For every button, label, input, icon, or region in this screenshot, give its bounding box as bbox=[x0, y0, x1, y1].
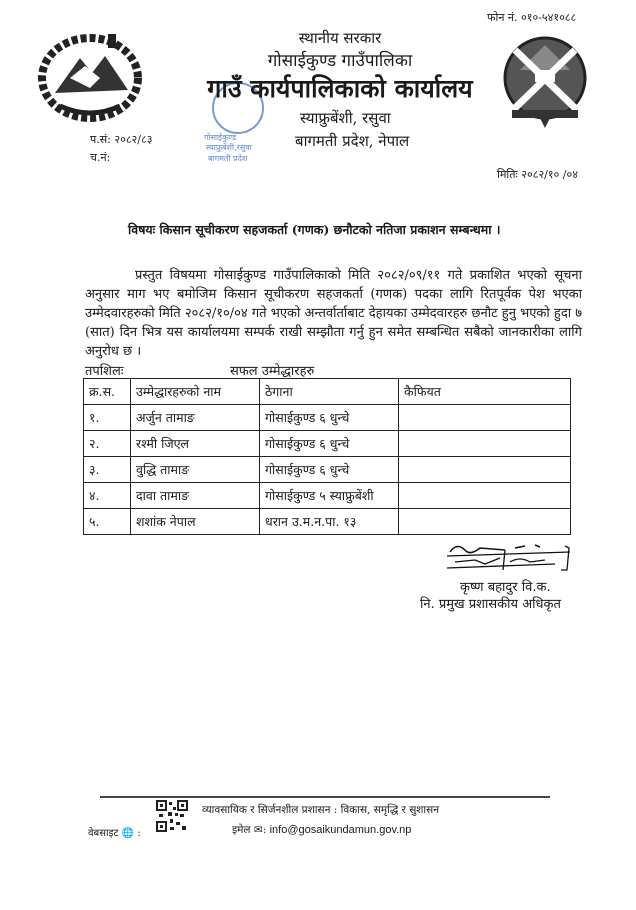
cell-sn: ५. bbox=[84, 509, 131, 535]
letterhead-municipality: गोसाईकुण्ड गाउँपालिका bbox=[267, 51, 413, 71]
header-sn: क्र.स. bbox=[84, 379, 131, 405]
header-name: उम्मेद्धारहरुको नाम bbox=[131, 379, 260, 405]
cell-name: वुद्धि तामाङ bbox=[131, 457, 260, 483]
table-row bbox=[84, 457, 571, 483]
candidates-table bbox=[83, 378, 571, 535]
cell-name: शशांक नेपाल bbox=[131, 509, 260, 535]
footer-email bbox=[232, 823, 411, 837]
date-label: मितिः bbox=[497, 168, 518, 181]
table-title: सफल उम्मेद्धारहरु bbox=[230, 364, 315, 379]
chalani-label: च.नं: bbox=[90, 151, 111, 164]
ref-value: २०८२/८३ bbox=[114, 133, 153, 146]
cell-address: गोसाईकुण्ड ६ धुन्चे bbox=[260, 431, 399, 457]
cell-name: दावा तामाङ bbox=[131, 483, 260, 509]
ref-label: प.सं: bbox=[90, 133, 111, 146]
cell-sn: ४. bbox=[84, 483, 131, 509]
letterhead-line1: स्थानीय सरकार bbox=[298, 29, 382, 47]
cell-address: धरान उ.म.न.पा. १३ bbox=[260, 509, 399, 535]
cell-sn: १. bbox=[84, 405, 131, 431]
signer-title: नि. प्रमुख प्रशासकीय अधिकृत bbox=[420, 597, 561, 612]
reference-number bbox=[90, 132, 152, 147]
email-link[interactable]: info@gosaikundamun.gov.np bbox=[269, 824, 412, 836]
header-address: ठेगाना bbox=[260, 379, 399, 405]
table-row bbox=[84, 431, 571, 457]
letter-date bbox=[497, 167, 578, 182]
cell-address: गोसाईकुण्ड ५ स्याफ्रुबेंशी bbox=[260, 483, 399, 509]
handwritten-signature bbox=[445, 540, 575, 574]
table-header-row bbox=[84, 379, 571, 405]
details-label: तपशिलः bbox=[85, 364, 124, 379]
cell-remarks bbox=[399, 509, 571, 535]
signer-name: कृष्ण बहादुर वि.क. bbox=[460, 580, 551, 595]
cell-name: रश्मी जिएल bbox=[131, 431, 260, 457]
cell-address: गोसाईकुण्ड ६ धुन्चे bbox=[260, 457, 399, 483]
body-text: प्रस्तुत विषयमा गोसाईकुण्ड गाउँपालिकाको मिति २०८२/०९/११ गते प्रकाशित भएको सूचना अनुसार माग भए बमोजिम किसान सूचीकरण सहजकर्ता (गणक) पदका लागि रितपूर्वक पेश भएका उम्मेदवारहरुको मिति २०८२/१०/०४ गते भएको अन्तर्वार्ताबाट देहायका उम्मेदवारहरु छनौट हुनु भएको हुदा ७ (सात) दिन भित्र यस कार्यालयमा सम्पर्क राखी सम्झौता गर्नु हुन समेत सम्बन्धित सबैको जानकारीका लागि अनुरोध छ । bbox=[85, 268, 582, 359]
municipality-logo bbox=[490, 30, 600, 130]
phone-number: फोन नं. ०१०-५४१०८८ bbox=[487, 11, 577, 24]
cell-address: गोसाईकुण्ड ६ धुन्चे bbox=[260, 405, 399, 431]
footer-website-label: वेबसाइट 🌐 : bbox=[88, 828, 141, 839]
svg-text:स्याफ्रुबेंशी,रसुवा: स्याफ्रुबेंशी,रसुवा bbox=[206, 143, 252, 152]
cell-sn: २. bbox=[84, 431, 131, 457]
footer-divider bbox=[100, 796, 550, 798]
subject-line: विषयः किसान सूचीकरण सहजकर्ता (गणक) छनौटको नतिजा प्रकाशन सम्बन्धमा । bbox=[128, 222, 501, 237]
letterhead-address1: स्याफ्रुबेंशी, रसुवा bbox=[300, 109, 391, 127]
cell-remarks bbox=[399, 405, 571, 431]
letterhead-office: गाउँ कार्यपालिकाको कार्यालय bbox=[207, 74, 473, 103]
date-value: २०८२/१० /०४ bbox=[521, 168, 578, 181]
letterhead-address2: बागमती प्रदेश, नेपाल bbox=[295, 132, 410, 150]
cell-remarks bbox=[399, 457, 571, 483]
dispatch-number bbox=[90, 150, 110, 165]
cell-name: अर्जुन तामाङ bbox=[131, 405, 260, 431]
header-remarks: कैफियत bbox=[399, 379, 571, 405]
nepal-government-emblem bbox=[30, 28, 150, 123]
svg-text:बागमती प्रदेश: बागमती प्रदेश bbox=[208, 154, 248, 163]
body-paragraph bbox=[85, 266, 582, 361]
footer-motto: व्यावसायिक र सिर्जनशील प्रशासन : विकास, समृद्धि र सुशासन bbox=[202, 804, 440, 816]
cell-remarks bbox=[399, 483, 571, 509]
email-label: इमेल ✉: bbox=[232, 824, 267, 836]
table-row bbox=[84, 509, 571, 535]
cell-sn: ३. bbox=[84, 457, 131, 483]
cell-remarks bbox=[399, 431, 571, 457]
qr-code-icon[interactable] bbox=[156, 800, 188, 832]
svg-text:गोसाईकुण्ड: गोसाईकुण्ड bbox=[204, 133, 237, 142]
table-row bbox=[84, 405, 571, 431]
table-row bbox=[84, 483, 571, 509]
